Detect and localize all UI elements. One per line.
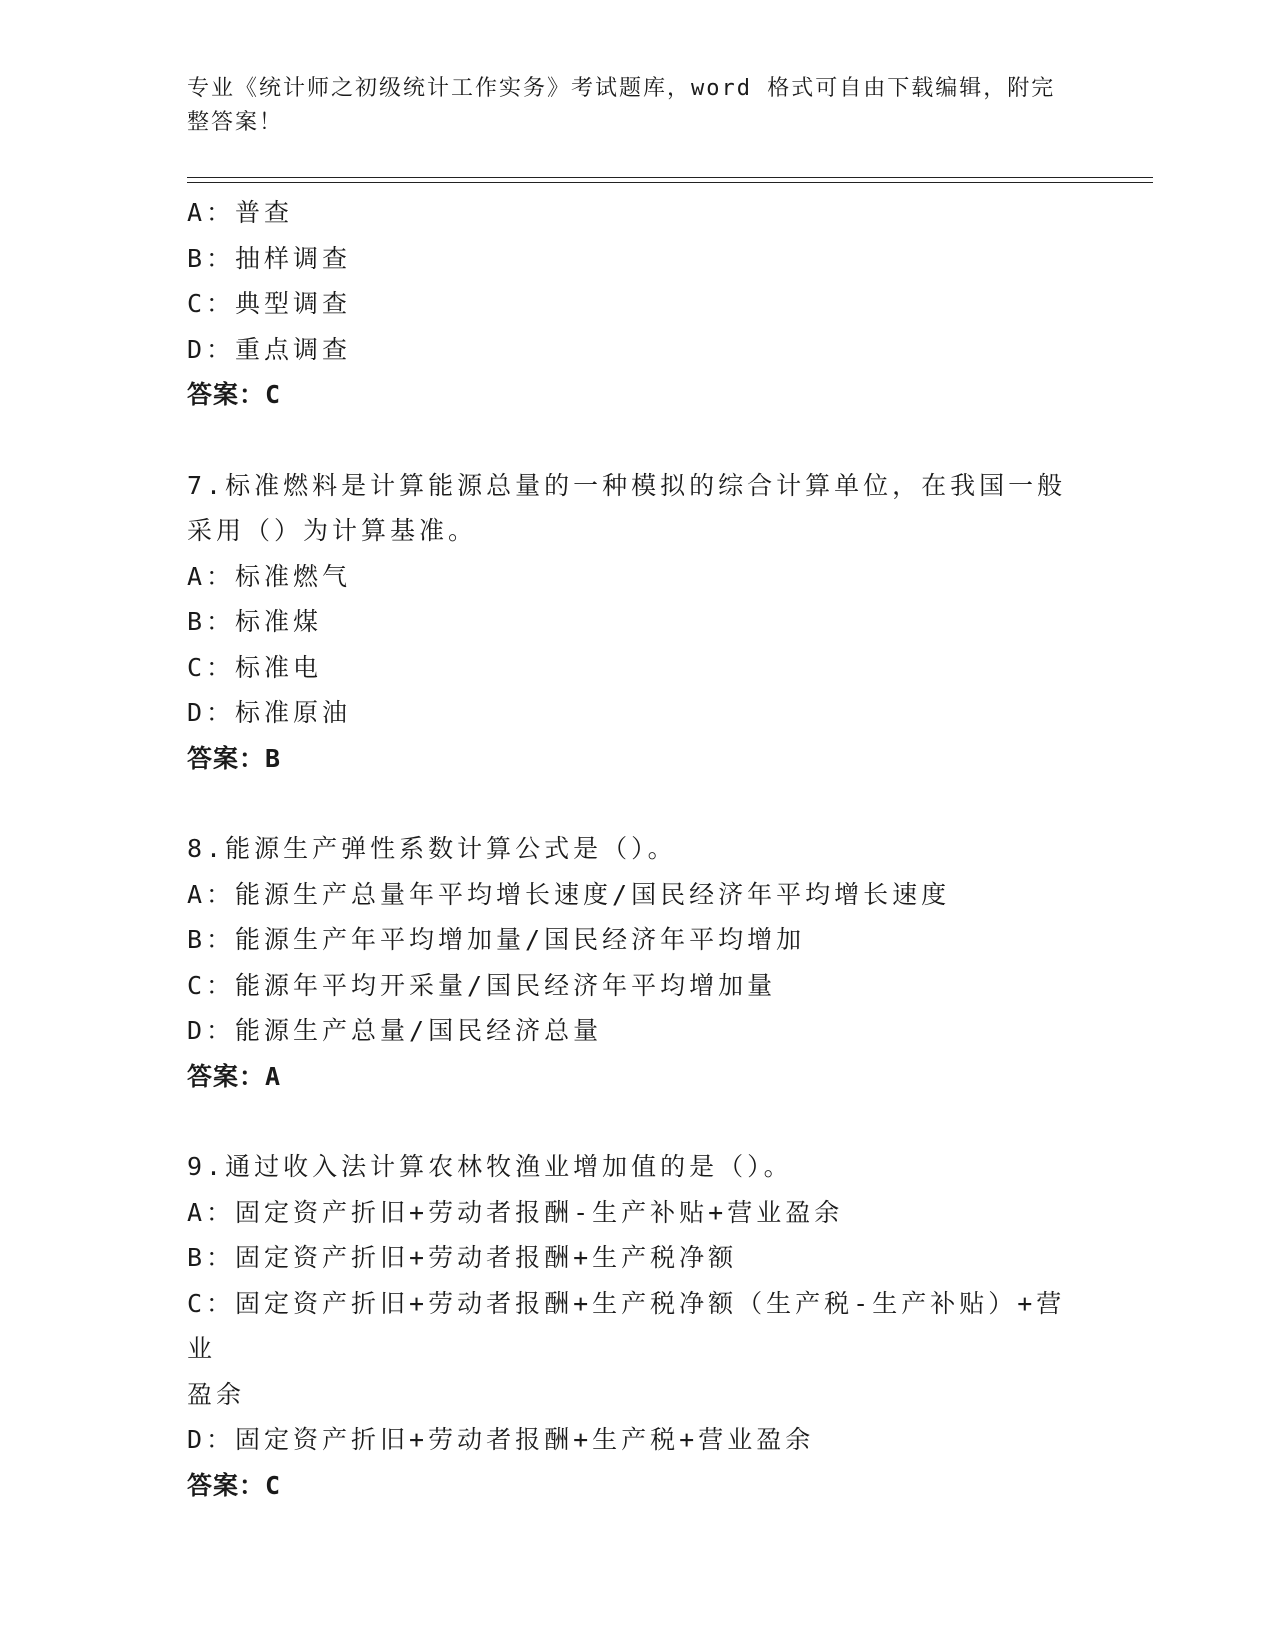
answer-line: 答案：C bbox=[187, 1470, 282, 1500]
answer-line: 答案：C bbox=[187, 380, 282, 409]
option-c: C：能源年平均开采量/国民经济年平均增加量 bbox=[187, 970, 777, 1000]
option-c: C：典型调查 bbox=[187, 289, 352, 318]
option-b: B：抽样调查 bbox=[187, 243, 352, 273]
question-9-block bbox=[187, 1144, 1087, 1508]
option-b: B：固定资产折旧+劳动者报酬+生产税净额 bbox=[187, 1243, 738, 1272]
question-7-block bbox=[187, 463, 1087, 782]
option-a: A：能源生产总量年平均增长速度/国民经济年平均增长速度 bbox=[187, 879, 951, 909]
spacer bbox=[187, 781, 1087, 826]
question-6-block bbox=[187, 190, 1087, 418]
option-d: D：固定资产折旧+劳动者报酬+生产税+营业盈余 bbox=[187, 1425, 815, 1454]
header-rule-bottom bbox=[187, 182, 1153, 183]
option-d: D：重点调查 bbox=[187, 334, 352, 364]
question-stem: 8.能源生产弹性系数计算公式是（）。 bbox=[187, 834, 677, 863]
answer-line: 答案：B bbox=[187, 743, 282, 773]
option-b: B：能源生产年平均增加量/国民经济年平均增加 bbox=[187, 925, 806, 954]
option-c: C：标准电 bbox=[187, 652, 323, 682]
question-stem: 9.通过收入法计算农林牧渔业增加值的是（）。 bbox=[187, 1152, 793, 1181]
question-stem: 7.标准燃料是计算能源总量的一种模拟的综合计算单位，在我国一般 bbox=[187, 470, 1067, 500]
header-line-2: 整答案！ bbox=[187, 110, 284, 135]
option-a: A：标准燃气 bbox=[187, 561, 352, 591]
spacer bbox=[187, 418, 1087, 463]
option-a: A：普查 bbox=[187, 198, 294, 227]
header-line-1: 专业《统计师之初级统计工作实务》考试题库，word 格式可自由下载编辑，附完 bbox=[187, 76, 1056, 101]
spacer bbox=[187, 1099, 1087, 1144]
header-rule-top bbox=[187, 177, 1153, 178]
option-d: D：能源生产总量/国民经济总量 bbox=[187, 1016, 603, 1045]
option-a: A：固定资产折旧+劳动者报酬-生产补贴+营业盈余 bbox=[187, 1197, 844, 1227]
option-d: D：标准原油 bbox=[187, 698, 352, 727]
question-8-block bbox=[187, 826, 1087, 1099]
question-stem-continued: 采用（）为计算基准。 bbox=[187, 516, 478, 545]
document-header bbox=[187, 72, 1067, 140]
question-list bbox=[187, 190, 1087, 1508]
option-c-continued: 盈余 bbox=[187, 1379, 246, 1409]
option-b: B：标准煤 bbox=[187, 607, 323, 636]
answer-line: 答案：A bbox=[187, 1061, 282, 1091]
option-c: C：固定资产折旧+劳动者报酬+生产税净额（生产税-生产补贴）+营业 bbox=[187, 1288, 1066, 1363]
